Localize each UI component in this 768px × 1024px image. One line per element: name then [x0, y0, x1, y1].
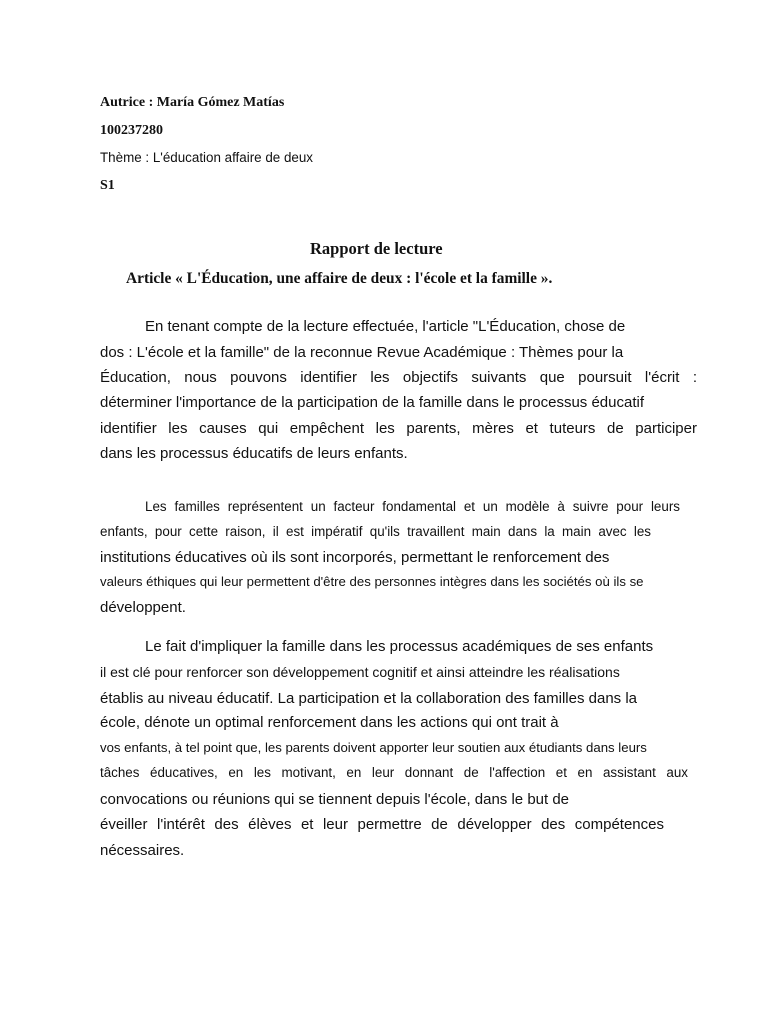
report-title: Rapport de lecture [310, 239, 443, 258]
theme-line: Thème : L'éducation affaire de deux [100, 150, 313, 165]
paragraph-1-line: dos : L'école et la famille" de la reconnue Revue Académique : Thèmes pour la [100, 344, 624, 361]
paragraph-2-line: développent. [100, 599, 186, 616]
paragraph-1-line: dans les processus éducatifs de leurs enfants. [100, 445, 408, 462]
paragraph-2-line: enfants, pour cette raison, il est impératif qu'ils travaillent main dans la main avec les [100, 524, 651, 539]
paragraph-1-line: Éducation, nous pouvons identifier les objectifs suivants que poursuit l'écrit : [100, 369, 697, 386]
paragraph-3-line: éveiller l'intérêt des élèves et leur permettre de développer des compétences [100, 816, 664, 833]
paragraph-1-line: En tenant compte de la lecture effectuée, l'article "L'Éducation, chose de [145, 318, 626, 335]
paragraph-3-line: il est clé pour renforcer son développement cognitif et ainsi atteindre les réalisations [100, 664, 620, 680]
paragraph-3-line: établis au niveau éducatif. La participation et la collaboration des familles dans la [100, 690, 637, 707]
section-label: S1 [100, 178, 115, 193]
paragraph-3-line: nécessaires. [100, 842, 185, 859]
paragraph-1-line: identifier les causes qui empêchent les parents, mères et tuteurs de participer [100, 420, 697, 437]
paragraph-1-line: déterminer l'importance de la participation de la famille dans le processus éducatif [100, 394, 644, 411]
paragraph-2-line: valeurs éthiques qui leur permettent d'être des personnes intègres dans les sociétés où ils se [100, 574, 644, 589]
student-id: 100237280 [100, 123, 163, 138]
paragraph-3-line: tâches éducatives, en les motivant, en leur donnant de l'affection et en assistant aux [100, 765, 688, 780]
paragraph-3-line: convocations ou réunions qui se tiennent depuis l'école, dans le but de [100, 791, 570, 808]
paragraph-2-line: Les familles représentent un facteur fondamental et un modèle à suivre pour leurs [145, 499, 680, 514]
author-line: Autrice : María Gómez Matías [100, 95, 285, 110]
paragraph-3-line: Le fait d'impliquer la famille dans les processus académiques de ses enfants [145, 638, 654, 655]
paragraph-3-line: école, dénote un optimal renforcement dans les actions qui ont trait à [100, 714, 559, 731]
paragraph-3-line: vos enfants, à tel point que, les parents doivent apporter leur soutien aux étudiants dans leurs [100, 740, 647, 755]
paragraph-2-line: institutions éducatives où ils sont incorporés, permettant le renforcement des [100, 549, 610, 566]
article-title: Article « L'Éducation, une affaire de deux : l'école et la famille ». [126, 270, 553, 287]
